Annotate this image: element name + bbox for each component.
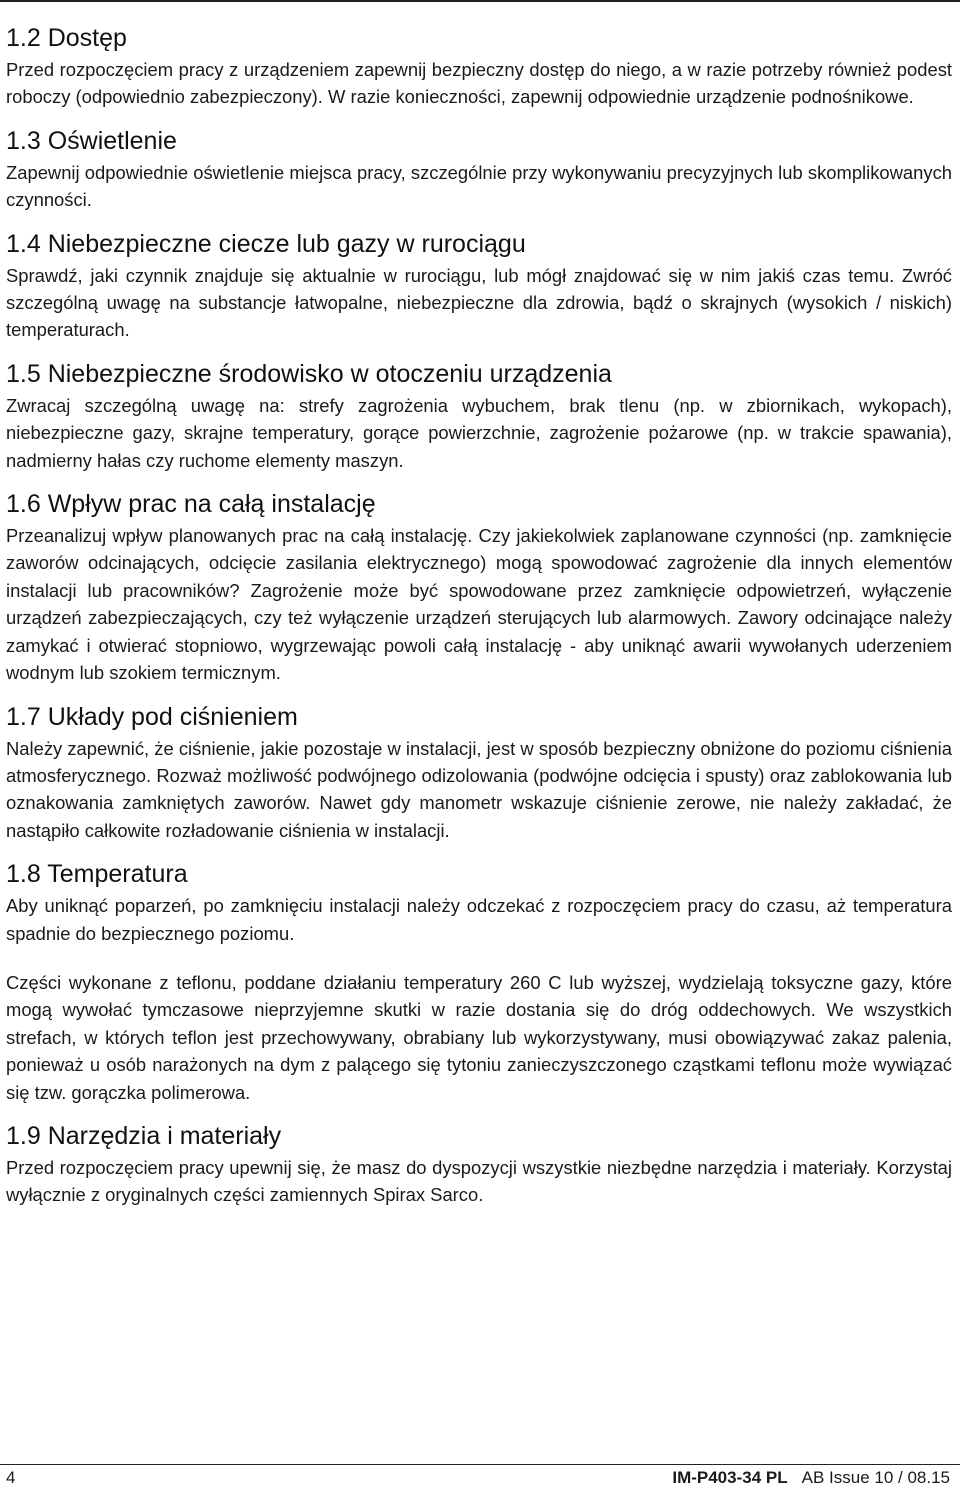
document-body (6, 22, 952, 1223)
section-system-impact (6, 488, 952, 686)
section-paragraph: Należy zapewnić, że ciśnienie, jakie pozostaje w instalacji, jest w sposób bezpieczny obniżone do poziomu ciśnienia atmosferycznego. Rozważ możliwość podwójnego odizolowania (podwójne odcięcia i spusty) oraz zablokowania lub oznakowania zamkniętych zaworów. Nawet gdy manometr wskazuje ciśnienie zerowe, nie należy zakładać, że nastąpiło całkowite rozładowanie ciśnienia w instalacji. (6, 737, 952, 841)
section-pressure-systems (6, 701, 952, 845)
paragraph-gap (6, 947, 952, 969)
section-access (6, 22, 952, 111)
document-id (672, 1468, 950, 1488)
section-heading: 1.5 Niebezpieczne środowisko w otoczeniu urządzenia (6, 359, 612, 388)
section-tools-materials (6, 1120, 952, 1209)
section-temperature (6, 858, 952, 1106)
section-heading: 1.8 Temperatura (6, 860, 188, 889)
section-heading: 1.3 Oświetlenie (6, 126, 177, 155)
section-paragraph: Przed rozpoczęciem pracy upewnij się, że masz do dyspozycji wszystkie niezbędne narzędzia i materiały. Korzystaj wyłącznie z oryginalnych części zamiennych Spirax Sarco. (6, 1156, 952, 1206)
section-heading: 1.9 Narzędzia i materiały (6, 1121, 282, 1150)
page-number: 4 (6, 1468, 16, 1487)
section-heading: 1.4 Niebezpieczne ciecze lub gazy w rurociągu (6, 229, 526, 258)
page-footer (6, 1468, 950, 1490)
top-rule (0, 0, 960, 2)
footer-rule (0, 1464, 960, 1465)
section-paragraph: Zapewnij odpowiednie oświetlenie miejsca pracy, szczególnie przy wykonywaniu precyzyjnych lub skomplikowanych czynności. (6, 161, 952, 211)
section-paragraph: Zwracaj szczególną uwagę na: strefy zagrożenia wybuchem, brak tlenu (np. w zbiornikach, wykopach), niebezpieczne gazy, skrajne temperatury, gorące powierzchnie, zagrożenie pożarowe (np. w trakcie spawania), nadmierny hałas czy ruchome elementy maszyn. (6, 394, 952, 471)
section-heading: 1.6 Wpływ prac na całą instalację (6, 490, 376, 519)
section-paragraph: Przed rozpoczęciem pracy z urządzeniem zapewnij bezpieczny dostęp do niego, a w razie potrzeby również podest roboczy (odpowiednio zabezpieczony). W razie konieczności, zapewnij odpowiednie urządzenie podnośnikowe. (6, 59, 952, 108)
section-paragraph: Sprawdź, jaki czynnik znajduje się aktualnie w rurociągu, lub mógł znajdować się w nim jakiś czas temu. Zwróć szczególną uwagę na substancje łatwopalne, niebezpieczne dla zdrowia, bądź o skrajnych (wysokich / niskich) temperaturach. (6, 264, 952, 341)
section-heading: 1.7 Układy pod ciśnieniem (6, 702, 298, 731)
issue-label: AB Issue 10 / 08.15 (801, 1468, 950, 1487)
section-paragraph: Aby uniknąć poparzeń, po zamknięciu instalacji należy odczekać z rozpoczęciem pracy do czasu, aż temperatura spadnie do bezpiecznego poziomu. (6, 895, 952, 944)
section-lighting (6, 125, 952, 214)
document-code: IM-P403-34 PL (672, 1468, 788, 1487)
section-heading: 1.2 Dostęp (6, 24, 127, 52)
section-paragraph: Części wykonane z teflonu, poddane działaniu temperatury 260 C lub wyższej, wydzielają toksyczne gazy, które mogą wywołać tymczasowe nieprzyjemne skutki w razie dostania się do dróg oddechowych. We wszystkich strefach, w których teflon jest przechowywany, obrabiany lub wykorzystywany, musi obowiązywać zakaz palenia, ponieważ u osób narażonych na dym z palącego się tytoniu zanieczyszczonego cząstkami teflonu może wywiązać się tzw. gorączka polimerowa. (6, 971, 952, 1103)
section-paragraph: Przeanalizuj wpływ planowanych prac na całą instalację. Czy jakiekolwiek zaplanowane czynności (np. zamknięcie zaworów odcinających, odcięcie zasilania elektrycznego) mogą spowodować zagrożenie dla innych elementów instalacji lub pracowników? Zagrożenie może być spowodowane przez zamknięcie odpowietrzeń, wyłączenie urządzeń zabezpieczających, czy też wyłączenie urządzeń sterujących lub alarmowych. Zawory odcinające należy zamykać i otwierać stopniowo, wygrzewając powoli całą instalację - aby uniknąć awarii wywołanych uderzeniem wodnym lub szokiem termicznym. (6, 525, 952, 684)
section-hazardous-fluids (6, 228, 952, 344)
section-hazardous-environment (6, 358, 952, 474)
